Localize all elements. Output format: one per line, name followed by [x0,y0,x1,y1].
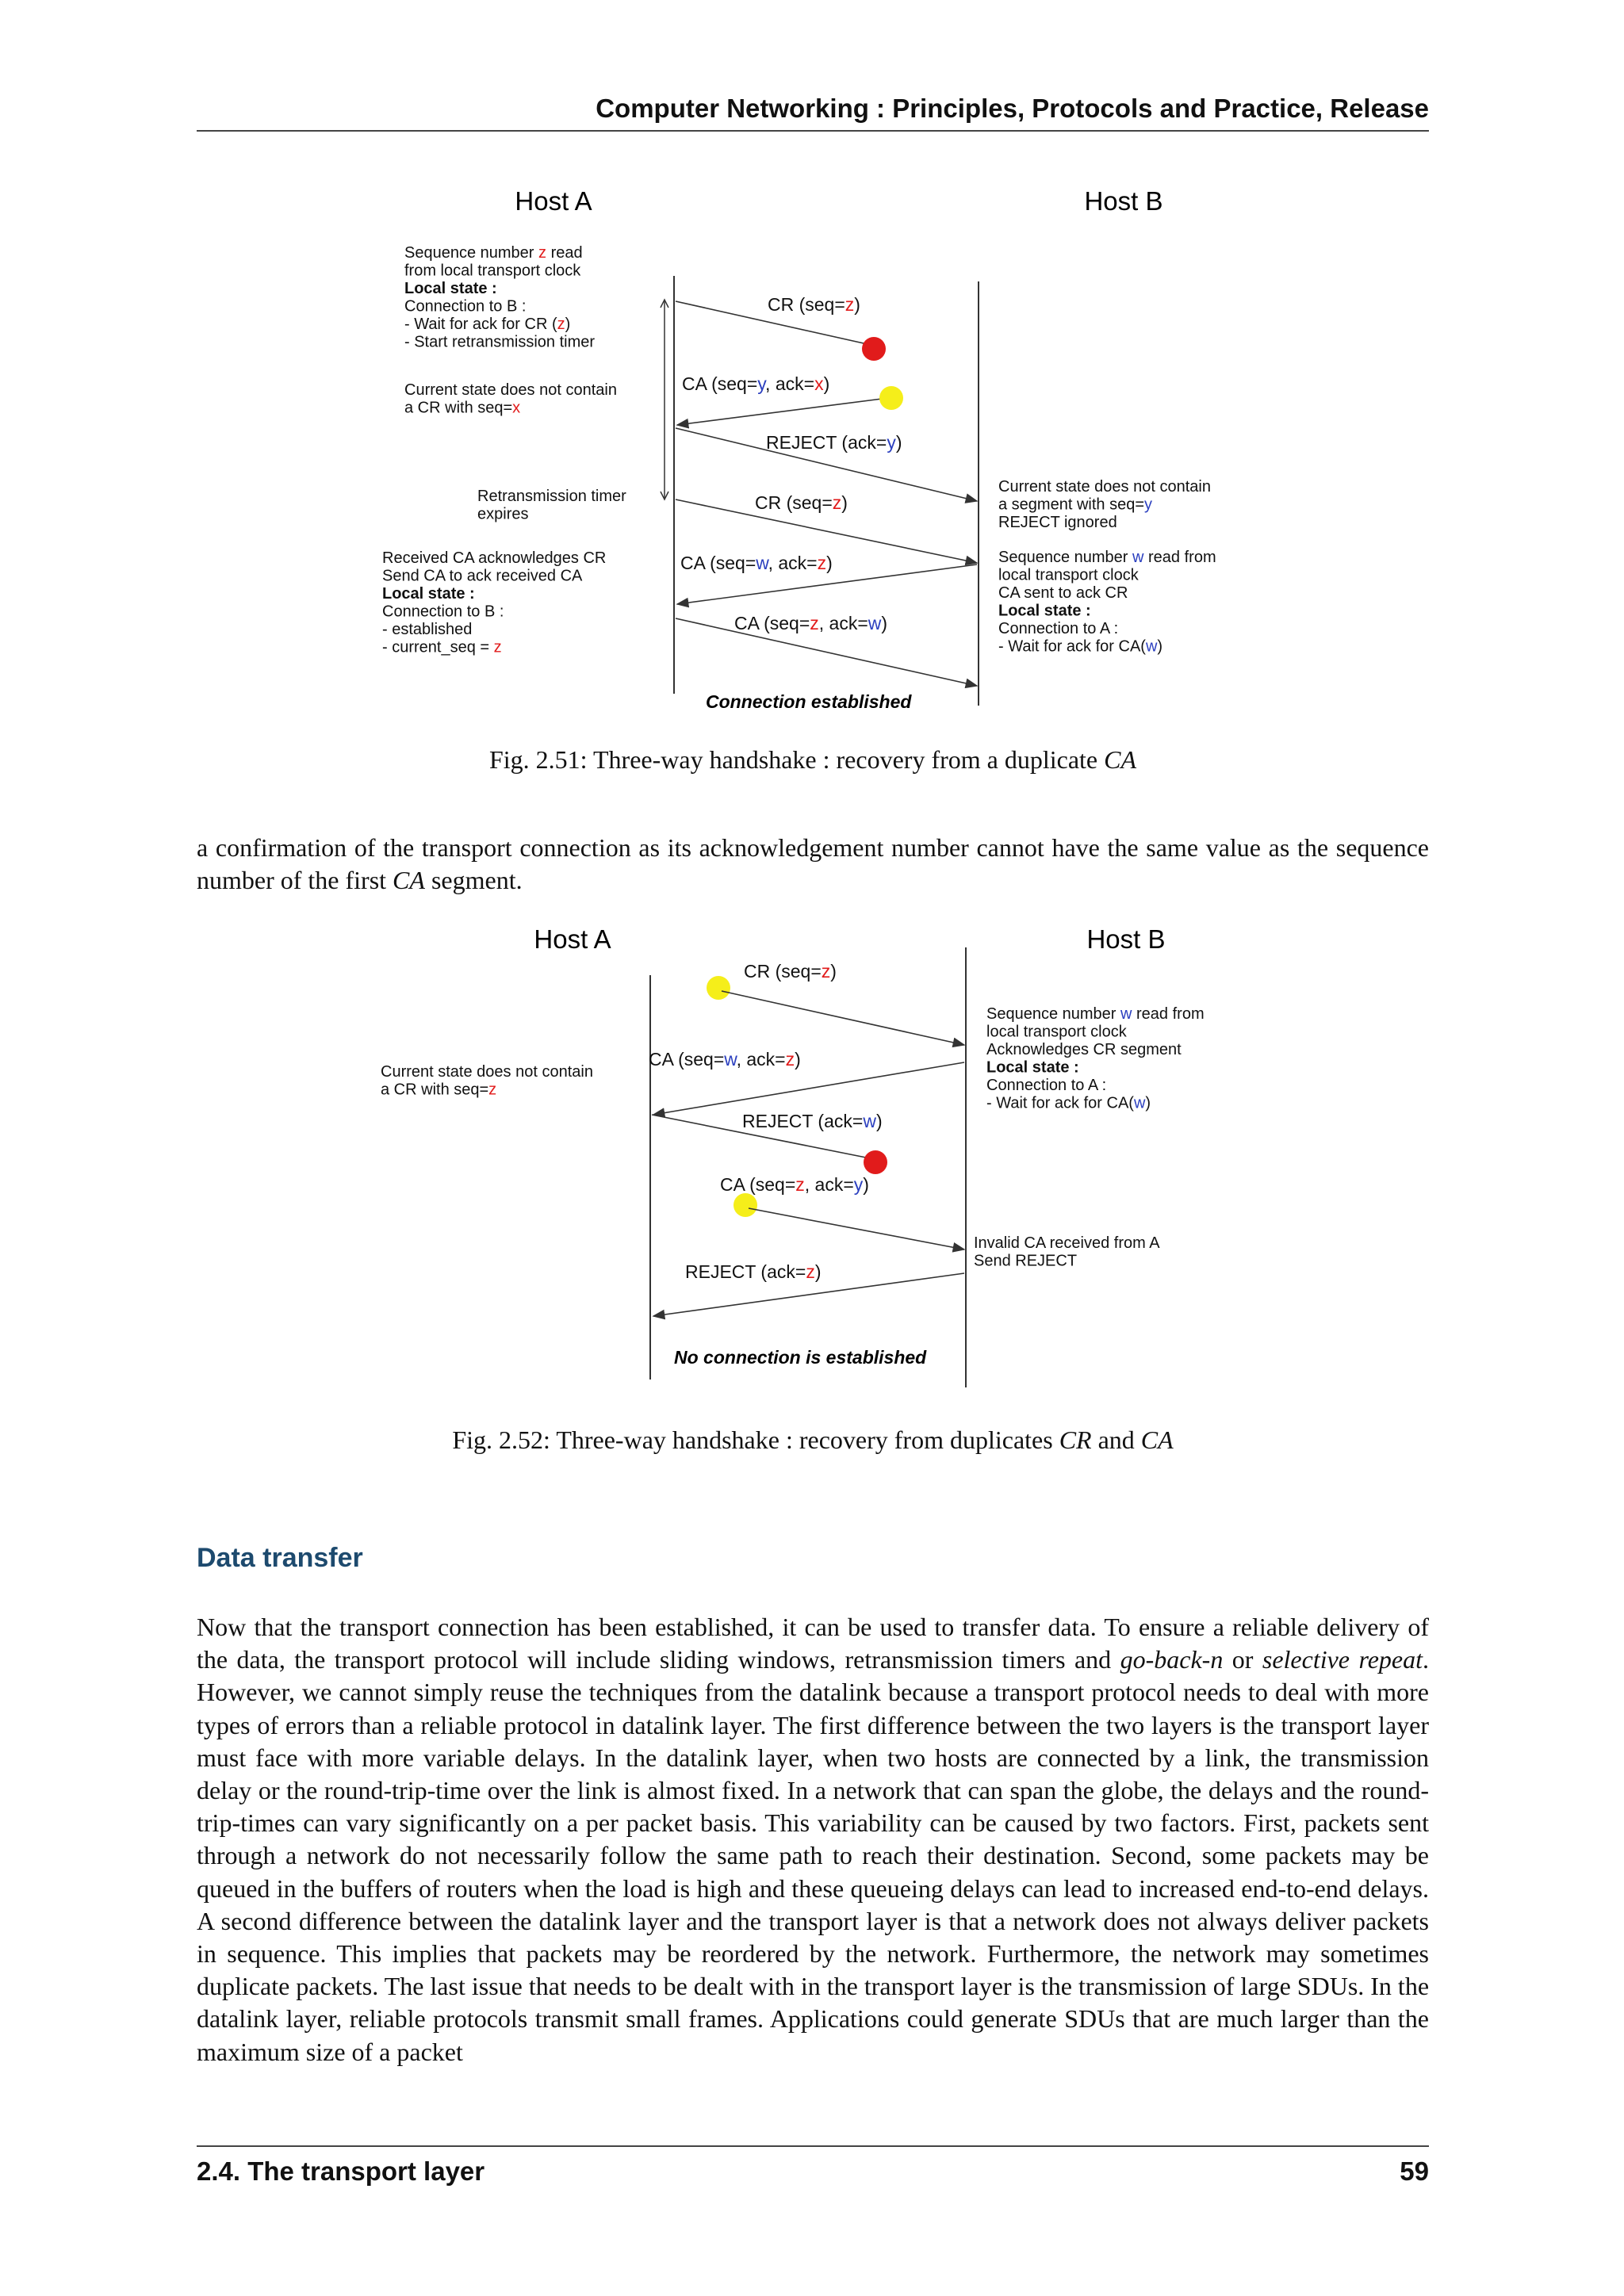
sequence-diagram-2 [373,912,1277,1395]
note-host-a-no-cr-2 [381,1063,593,1099]
note-line: Connection to B : [404,297,527,316]
arrow-ca1 [677,398,888,425]
note-line: - current_seq = z [382,638,502,656]
note-line: - established [382,621,473,638]
note-line: Connection to B : [382,603,504,621]
duplicate-segment-dot [879,386,903,410]
note-line: local transport clock [998,566,1139,584]
msg-ca2: CA (seq=w, ack=z) [680,553,833,573]
msg-ca1: CA (seq=y, ack=x) [682,373,830,394]
note-line: Current state does not contain [404,381,617,399]
sequence-diagram-1 [373,182,1277,721]
msg-ca2-2: CA (seq=z, ack=y) [720,1174,869,1195]
lost-reject-dot [864,1150,887,1174]
msg-cr-2: CR (seq=z) [744,961,837,982]
duplicate-cr-dot [707,976,730,1000]
msg-cr2: CR (seq=z) [755,492,848,513]
note-host-a-no-cr [404,381,617,417]
arrow-ca2-2 [749,1208,964,1249]
note-line: REJECT ignored [998,514,1117,531]
note-host-a-initial [404,244,595,351]
note-host-b-invalid-ca [974,1234,1160,1270]
msg-reject-z: REJECT (ack=z) [685,1261,822,1282]
arrow-cr [722,991,964,1045]
figure-2-52-caption: Fig. 2.52: Three-way handshake : recovery from duplicates CR and CA [452,1425,1174,1454]
host-a-label: Host A [515,186,592,216]
note-line: Acknowledges CR segment [986,1041,1182,1058]
section-heading-data-transfer: Data transfer [197,1543,363,1573]
note-line: Current state does not contain [998,478,1211,496]
note-line: a segment with seq=y [998,496,1152,514]
note-line: CA sent to ack CR [998,584,1128,602]
note-line: - Wait for ack for CA(w) [986,1094,1151,1112]
note-line: Received CA acknowledges CR [382,549,607,567]
paragraph-2: Now that the transport connection has been established, it can be used to transfer data. To ensure a reliable delivery of the data, the transport protocol will include sliding windows, retransmission timers and go-back-n or selective repeat. However, we cannot simply reuse the techniques from the datalink because a transport protocol needs to deal with more types of errors than a reliable protocol in datalink layer. The first difference between the two layers is the transport layer must face with more variable delays. In the datalink layer, when two hosts are connected by a link, the transmission delay or the round-trip-time over the link is almost fixed. In a network that can span the globe, the delays and the round-trip-times can vary significantly on a per packet basis. This variability can be caused by two factors. First, packets sent through a network do not necessarily follow the same path to reach their destination. Second, some packets may be queued in the buffers of routers when the load is high and these queueing delays can lead to increased end-to-end delays. A second difference between the datalink layer and the transport layer is that a network does not always deliver packets in sequence. This implies that packets may be reordered by the network. Furthermore, the network may sometimes duplicate packets. The last issue that needs to be dealt with in the transport layer is the transmission of large SDUs. In the datalink layer, reliable protocols transmit small frames. Applications could generate SDUs that are much larger than the maximum size of a packet [197,1613,1430,2066]
note-line: Local state : [998,602,1091,620]
note-host-b-sequence [998,549,1216,656]
host-b-label-2: Host B [1086,924,1166,954]
paragraph-1: a confirmation of the transport connection as its acknowledgement number cannot have the same value as the sequence number of the first CA segment. [197,833,1429,895]
note-line: from local transport clock [404,262,581,280]
note-line: a CR with seq=z [381,1081,497,1099]
note-line: Sequence number w read from [998,549,1216,566]
running-title: Computer Networking : Principles, Protocols and Practice, Release [596,94,1429,123]
arrow-ca1-2 [653,1062,964,1115]
note-line: local transport clock [986,1023,1127,1041]
msg-reject1: REJECT (ack=y) [766,432,902,453]
note-line: Send REJECT [974,1252,1078,1270]
note-line: Local state : [382,585,475,603]
note-line: Local state : [986,1058,1079,1077]
page-number: 59 [1400,2156,1429,2186]
footer-section: 2.4. The transport layer [197,2156,485,2186]
page-footer [197,2145,1429,2195]
msg-cr1: CR (seq=z) [768,294,860,315]
note-line: Connection to A : [998,620,1119,637]
host-b-label: Host B [1084,186,1163,216]
note-line: - Wait for ack for CR (z) [404,316,571,333]
note-line: Retransmission timer [477,488,626,505]
note-line: - Wait for ack for CA(w) [998,637,1163,656]
connection-established-label: Connection established [706,691,912,712]
note-line: Current state does not contain [381,1063,593,1081]
host-a-label-2: Host A [534,924,611,954]
msg-ca3: CA (seq=z, ack=w) [734,613,888,633]
lost-segment-dot [862,337,886,361]
figure-2-51-caption: Fig. 2.51: Three-way handshake : recovery from a duplicate CA [488,745,1137,774]
note-host-a-established [382,549,606,656]
msg-reject-w: REJECT (ack=w) [742,1111,883,1131]
note-line: Invalid CA received from A [974,1234,1160,1252]
note-line: Connection to A : [986,1077,1107,1094]
note-retransmission-expires [477,488,626,523]
no-connection-label: No connection is established [674,1347,927,1368]
note-host-b-reject-ignored [998,478,1211,531]
note-line: Local state : [404,280,497,297]
note-line: Send CA to ack received CA [382,567,583,585]
figure-2-51 [373,182,1277,721]
note-line: Sequence number z read [404,244,583,262]
page-header [197,89,1429,132]
msg-ca1-2: CA (seq=w, ack=z) [649,1049,801,1070]
note-line: a CR with seq=x [404,399,521,417]
note-line: Sequence number w read from [986,1005,1205,1023]
duplicate-ca-dot [733,1193,757,1217]
figure-2-52 [373,912,1277,1395]
note-line: expires [477,505,529,523]
note-line: - Start retransmission timer [404,333,596,351]
note-host-b-sequence-2 [986,1005,1205,1112]
